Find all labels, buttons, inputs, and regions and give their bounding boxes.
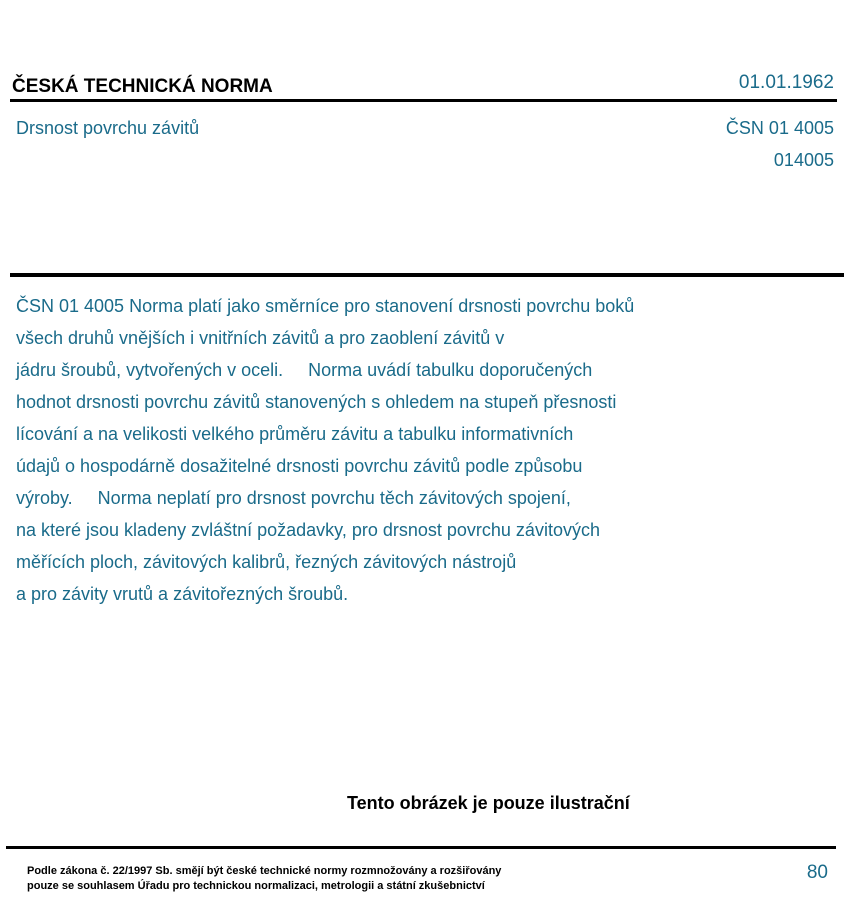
- description-line: jádru šroubů, vytvořených v oceli. Norma uvádí tabulku doporučených: [16, 360, 593, 380]
- footer-divider: [6, 846, 836, 849]
- description-line: hodnot drsnosti povrchu závitů stanovených s ohledem na stupeň přesnosti: [16, 392, 617, 412]
- illustration-note: Tento obrázek je pouze ilustrační: [347, 793, 630, 813]
- description-line: na které jsou kladeny zvláštní požadavky, pro drsnost povrchu závitových: [16, 520, 600, 540]
- description-line: měřících ploch, závitových kalibrů, řezných závitových nástrojů: [16, 552, 517, 572]
- publication-date: 01.01.1962: [738, 72, 834, 93]
- description-line: výroby. Norma neplatí pro drsnost povrchu těch závitových spojení,: [16, 488, 571, 508]
- legal-notice: [27, 864, 501, 894]
- description-line: lícování a na velikosti velkého průměru závitu a tabulku informativních: [16, 424, 574, 444]
- page-number: 80: [806, 862, 828, 883]
- standard-description: [16, 290, 806, 610]
- class-number: 014005: [773, 150, 834, 170]
- standard-subject: Drsnost povrchu závitů: [16, 118, 200, 138]
- description-line: ČSN 01 4005 Norma platí jako směrníce pro stanovení drsnosti povrchu boků: [16, 296, 635, 316]
- description-line: a pro závity vrutů a závitořezných šroubů.: [16, 584, 349, 604]
- description-line: údajů o hospodárně dosažitelné drsnosti povrchu závitů podle způsobu: [16, 456, 583, 476]
- legal-line: pouze se souhlasem Úřadu pro technickou normalizaci, metrologii a státní zkušebnictví: [27, 880, 485, 892]
- standard-code: ČSN 01 4005: [725, 118, 834, 138]
- description-line: všech druhů vnějších i vnitřních závitů a pro zaoblení závitů v: [16, 328, 505, 348]
- legal-line: Podle zákona č. 22/1997 Sb. smějí být české technické normy rozmnožovány a rozšiřovány: [27, 865, 502, 877]
- header-divider: [10, 99, 837, 102]
- document-title: ČESKÁ TECHNICKÁ NORMA: [12, 76, 273, 97]
- section-divider: [10, 273, 844, 277]
